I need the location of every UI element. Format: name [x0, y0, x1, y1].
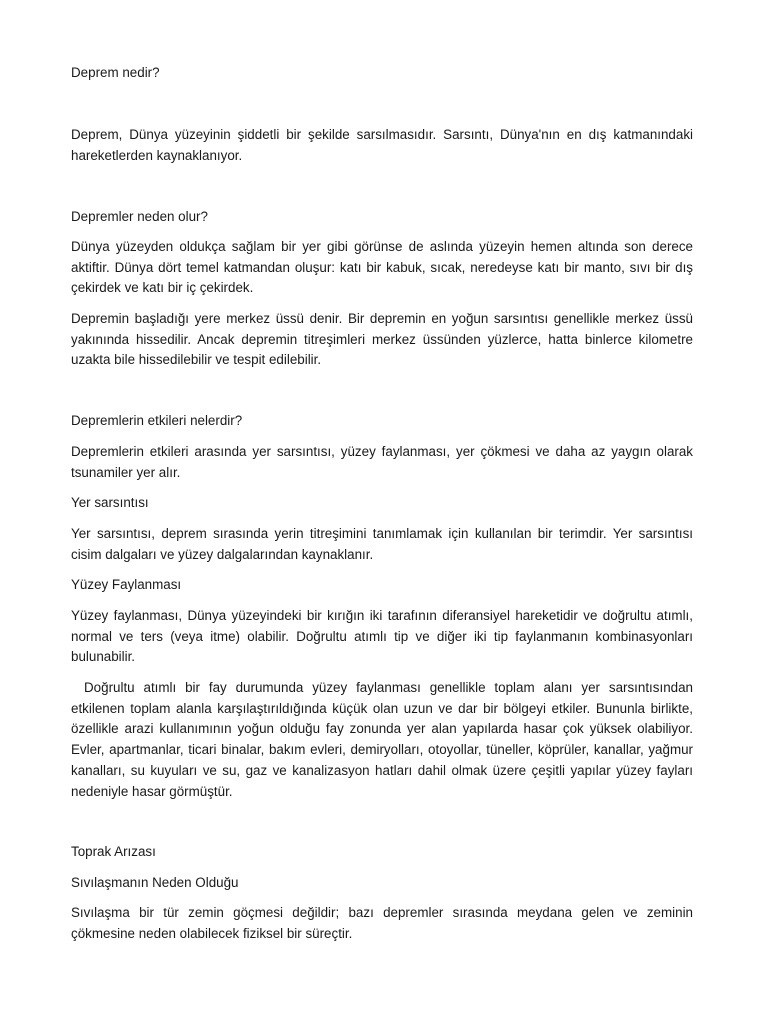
heading-ground-shaking: Yer sarsıntısı — [71, 495, 149, 510]
heading-surface-faulting: Yüzey Faylanması — [71, 577, 182, 592]
paragraph-epicenter: Depremin başladığı yere merkez üssü denir. Bir depremin en yoğun sarsıntısı genellikle merkez üssü yakınında hissedilir. Ancak depremin titreşimleri merkez üssünden yüzlerce, hatta binlerce kilometre uzakta bile hissedilebilir ve tespit edilebilir. — [71, 311, 693, 368]
question-what-is-earthquake: Deprem nedir? — [71, 65, 160, 80]
paragraph-ground-shaking: Yer sarsıntısı, deprem sırasında yerin titreşimini tanımlamak için kullanılan bir terimdir. Yer sarsıntısı cisim dalgaları ve yüzey dalgalarından kaynaklanır. — [71, 526, 693, 562]
heading-liquefaction-caused: Sıvılaşmanın Neden Olduğu — [71, 875, 239, 890]
paragraph-earthquake-definition: Deprem, Dünya yüzeyinin şiddetli bir şekilde sarsılmasıdır. Sarsıntı, Dünya'nın en dış katmanındaki hareketlerden kaynaklanıyor. — [71, 127, 693, 163]
question-why-earthquakes-happen: Depremler neden olur? — [71, 209, 208, 224]
paragraph-liquefaction: Sıvılaşma bir tür zemin göçmesi değildir; bazı depremler sırasında meydana gelen ve zeminin çökmesine neden olabilecek fiziksel bir süreçtir. — [71, 905, 693, 941]
paragraph-surface-faulting: Yüzey faylanması, Dünya yüzeyindeki bir kırığın iki tarafının diferansiyel hareketidir ve doğrultu atımlı, normal ve ters (veya itme) olabilir. Doğrultu atımlı tip ve diğer iki tip faylanmanın kombinasyonları bulunabilir. — [71, 608, 693, 665]
paragraph-effects-list: Depremlerin etkileri arasında yer sarsıntısı, yüzey faylanması, yer çökmesi ve daha az yaygın olarak tsunamiler yer alır. — [71, 444, 693, 480]
paragraph-earth-layers: Dünya yüzeyden oldukça sağlam bir yer gibi görünse de aslında yüzeyin hemen altında son derece aktiftir. Dünya dört temel katmandan oluşur: katı bir kabuk, sıcak, neredeyse katı bir manto, sıvı bir dış çekirdek ve katı bir iç çekirdek. — [71, 239, 693, 296]
heading-ground-failure: Toprak Arızası — [71, 844, 156, 859]
paragraph-strike-slip-damage: Doğrultu atımlı bir fay durumunda yüzey faylanması genellikle toplam alanı yer sarsıntısından etkilenen toplam alanla karşılaştırıldığında küçük olan uzun ve dar bir bölgeyi etkiler. Bununla birlikte, özellikle arazi kullanımının yoğun olduğu fay zonunda yer alan yapılarda hasar çok yüksek olabiliyor. Evler, apartmanlar, ticari binalar, bakım evleri, demiryolları, otoyollar, tüneller, köprüler, kanallar, yağmur kanalları, su kuyuları ve su, gaz ve kanalizasyon hatları dahil olmak üzere çeşitli yapılar yüzey fayları nedeniyle hasar görmüştür. — [71, 680, 693, 799]
question-earthquake-effects: Depremlerin etkileri nelerdir? — [71, 413, 243, 428]
